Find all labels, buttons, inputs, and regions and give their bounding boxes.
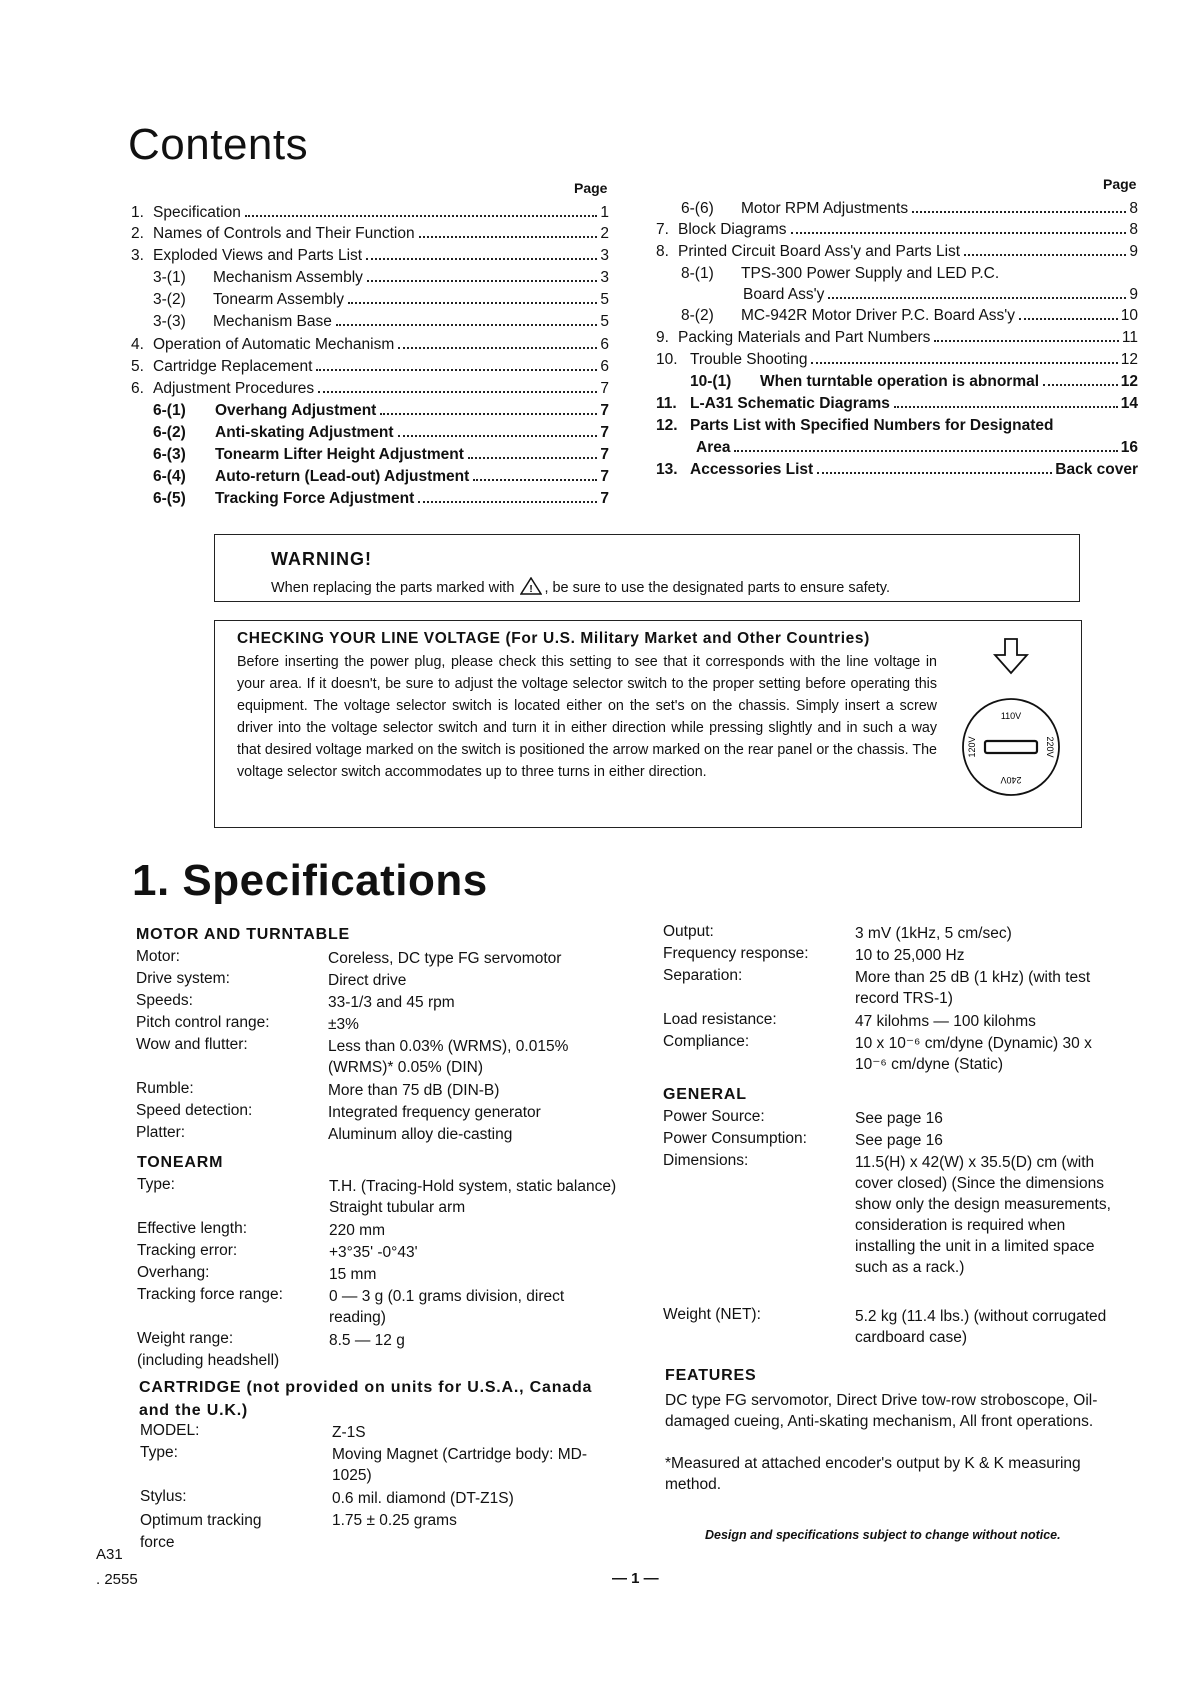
spec-label: Compliance: [663,1033,750,1050]
toc-entry [681,264,1138,284]
toc-entry-number: 6. [131,380,144,397]
toc-entry-page: 6 [600,336,609,353]
toc-entry-page: 7 [600,468,609,485]
toc-entry-label: Mechanism Assembly [213,269,363,286]
toc-leader-dots [817,471,1052,474]
footer-code: . 2555 [96,1571,138,1588]
toc-entry [656,220,1138,240]
toc-leader-dots [894,405,1118,408]
spec-label: Speeds: [136,992,193,1009]
toc-entry-page: 7 [600,490,609,507]
toc-entry-number: 7. [656,221,669,238]
toc-leader-dots [318,390,597,393]
toc-leader-dots [398,346,597,349]
toc-entry-label: Board Ass'y [743,286,825,303]
toc-entry-page: 14 [1120,395,1138,412]
spec-label: Drive system: [136,970,230,987]
toc-entry [656,460,1138,480]
toc-entry [153,268,609,288]
spec-label: Effective length: [137,1220,248,1237]
toc-entry [681,306,1138,326]
contents-title: Contents [128,120,309,169]
toc-entry [131,379,609,399]
spec-value: 47 kilohms — 100 kilohms [855,1013,1036,1030]
toc-entry-label: Accessories List [690,461,814,478]
toc-entry-label: Adjustment Procedures [153,380,315,397]
toc-entry [681,199,1138,219]
toc-entry [131,357,609,377]
toc-entry-page: 3 [600,269,609,286]
toc-leader-dots [336,323,597,326]
toc-entry-label: Mechanism Base [213,313,332,330]
cartridge-heading: CARTRIDGE (not provided on units for U.S.A., Canada and the U.K.) [139,1379,593,1419]
toc-entry [656,416,1138,436]
toc-entry-page: 9 [1129,243,1138,260]
toc-entry-page: 1 [600,204,609,221]
toc-entry-label: Packing Materials and Part Numbers [678,329,931,346]
contents-left-page-label: Page [574,180,608,196]
toc-entry-number: 6-(1) [153,402,186,419]
spec-value: More than 25 dB (1 kHz) (with test record TRS-1) [855,969,1091,1007]
spec-value: 0 — 3 g (0.1 grams division, direct reading) [329,1288,565,1326]
toc-entry-number: 3-(2) [153,291,186,308]
toc-entry-label: Block Diagrams [678,221,787,238]
spec-label: Output: [663,923,714,940]
spec-label: Rumble: [136,1080,194,1097]
toc-leader-dots [1043,383,1118,386]
toc-entry-label: Tonearm Assembly [213,291,344,308]
spec-label: Overhang: [137,1264,210,1281]
motor-heading: MOTOR AND TURNTABLE [136,926,350,943]
toc-leader-dots [828,296,1126,299]
toc-entry-page: 10 [1120,307,1138,324]
features-heading: FEATURES [665,1367,757,1384]
toc-entry-label: Overhang Adjustment [215,402,377,419]
toc-leader-dots [811,361,1117,364]
toc-leader-dots [418,500,597,503]
toc-entry [131,246,609,266]
toc-entry-label: Parts List with Specified Numbers for Designated [690,417,1054,434]
line-voltage-box [214,620,1082,828]
toc-entry-label: Exploded Views and Parts List [153,247,363,264]
toc-entry-label: Operation of Automatic Mechanism [153,336,395,353]
toc-entry-page: Back cover [1055,461,1138,478]
toc-entry-label: Tracking Force Adjustment [215,490,415,507]
toc-leader-dots [912,210,1126,213]
toc-entry-page: 8 [1129,221,1138,238]
toc-entry [153,401,609,421]
toc-entry-number: 6-(5) [153,490,186,507]
toc-entry-page: 3 [600,247,609,264]
spec-value: 8.5 — 12 g [329,1332,405,1349]
features-text: DC type FG servomotor, Direct Drive tow-row stroboscope, Oil-damaged cueing, Anti-skating mechanism, All front operations. [665,1392,1098,1430]
spec-value: 5.2 kg (11.4 lbs.) (without corrugated cardboard case) [855,1308,1107,1346]
spec-label: Motor: [136,948,180,965]
toc-entry-label: Names of Controls and Their Function [153,225,415,242]
spec-value: Aluminum alloy die-casting [328,1126,513,1143]
toc-entry-number: 4. [131,336,144,353]
measured-note: *Measured at attached encoder's output by K & K measuring method. [665,1455,1081,1493]
toc-entry-label: Auto-return (Lead-out) Adjustment [215,468,470,485]
toc-entry-page: 5 [600,291,609,308]
spec-value: Integrated frequency generator [328,1104,541,1121]
spec-label: Weight (NET): [663,1306,761,1323]
spec-label: Type: [137,1176,175,1193]
spec-value: Direct drive [328,972,407,989]
spec-label: Load resistance: [663,1011,777,1028]
spec-value: Coreless, DC type FG servomotor [328,950,562,967]
spec-value: T.H. (Tracing-Hold system, static balance) Straight tubular arm [329,1178,617,1216]
line-voltage-body: Before inserting the power plug, please check this setting to see that it corresponds with the line voltage in your area. If it doesn't, be sure to adjust the voltage selector switch to the proper setting before operating this equipment. The voltage selector switch is located either on the set's on the chassis. Simply insert a screw driver into the voltage selector switch and turn it in either direction while pressing slightly and in such a way that desired voltage marked on the switch is positioned the arrow marked on the rear panel or the chassis. The voltage selector switch accommodates up to three turns in either direction. [237,654,937,780]
toc-entry-number: 5. [131,358,144,375]
toc-entry-label: Area [696,439,731,456]
toc-entry-number: 9. [656,329,669,346]
warning-box [214,534,1080,602]
toc-entry-label: Trouble Shooting [690,351,808,368]
toc-entry-number: 8-(2) [681,307,714,324]
toc-entry [656,394,1138,414]
toc-entry [131,203,609,223]
toc-entry-label: Specification [153,204,241,221]
toc-entry [696,438,1138,458]
spec-label: Stylus: [140,1488,187,1505]
toc-entry-number: 10-(1) [690,373,732,390]
spec-label: Separation: [663,967,743,984]
toc-leader-dots [398,434,598,437]
toc-entry-number: 13. [656,461,678,478]
toc-entry-number: 3. [131,247,144,264]
warning-title: WARNING! [271,549,372,569]
toc-entry-label: Cartridge Replacement [153,358,313,375]
toc-leader-dots [380,412,597,415]
spec-label: Type: [140,1444,178,1461]
toc-entry [153,489,609,509]
toc-leader-dots [366,257,597,260]
toc-entry-number: 1. [131,204,144,221]
toc-entry-number: 12. [656,417,678,434]
spec-value: 15 mm [329,1266,377,1283]
toc-entry [690,372,1138,392]
toc-entry [153,312,609,332]
design-note: Design and specifications subject to change without notice. [705,1528,1061,1542]
spec-label: Speed detection: [136,1102,253,1119]
tonearm-heading: TONEARM [137,1154,224,1171]
voltage-selector-diagram [955,631,1075,821]
spec-value: 3 mV (1kHz, 5 cm/sec) [855,925,1012,942]
toc-entry-number: 6-(4) [153,468,186,485]
toc-entry-page: 2 [600,225,609,242]
spec-label: Pitch control range: [136,1014,270,1031]
toc-leader-dots [791,231,1127,234]
spec-value: 11.5(H) x 42(W) x 35.5(D) cm (with cover closed) (Since the dimensions show only the design measurements, consideration is required when installing the unit in a limited space such as a rack.) [855,1154,1111,1276]
spec-label: Power Consumption: [663,1130,807,1147]
toc-entry [153,445,609,465]
toc-entry-label: Anti-skating Adjustment [215,424,394,441]
dial-label-top: 110V [1000,711,1022,721]
toc-entry [153,423,609,443]
warning-text-after: , be sure to use the designated parts to ensure safety. [544,580,890,596]
toc-entry-page: 6 [600,358,609,375]
dial-label-bottom: 240V [1000,775,1022,785]
spec-label: Platter: [136,1124,186,1141]
toc-entry-number: 6-(3) [153,446,186,463]
spec-label: Weight range: [137,1330,234,1347]
toc-leader-dots [1019,317,1118,320]
spec-label: Wow and flutter: [136,1036,248,1053]
toc-entry-page: 5 [600,313,609,330]
spec-value: See page 16 [855,1110,943,1127]
spec-value: 1.75 ± 0.25 grams [332,1512,457,1529]
toc-leader-dots [468,456,598,459]
toc-entry [743,285,1138,305]
spec-value: Less than 0.03% (WRMS), 0.015% (WRMS)* 0.05% (DIN) [328,1038,569,1076]
toc-entry-page: 11 [1121,329,1138,346]
selector-slot [985,741,1037,753]
specifications-title: 1. Specifications [132,856,488,905]
toc-entry-label: Printed Circuit Board Ass'y and Parts List [678,243,961,260]
toc-leader-dots [419,235,598,238]
footer-page-number: — 1 — [612,1570,659,1587]
toc-entry-number: 3-(1) [153,269,186,286]
svg-text:!: ! [529,584,534,595]
toc-entry-label: Motor RPM Adjustments [741,200,909,217]
general-heading: GENERAL [663,1086,747,1103]
toc-entry-number: 3-(3) [153,313,186,330]
toc-entry-page: 16 [1120,439,1138,456]
spec-value: 0.6 mil. diamond (DT-Z1S) [332,1490,514,1507]
toc-entry-number: 2. [131,225,144,242]
toc-entry-page: 12 [1120,373,1138,390]
toc-entry-number: 10. [656,351,678,368]
toc-entry-label: When turntable operation is abnormal [760,373,1040,390]
toc-leader-dots [316,368,597,371]
spec-value: Moving Magnet (Cartridge body: MD-1025) [332,1446,587,1484]
toc-entry-page: 7 [600,380,609,397]
toc-entry [131,224,609,244]
warning-text-before: When replacing the parts marked with [271,580,515,596]
toc-leader-dots [348,301,597,304]
spec-value: 10 to 25,000 Hz [855,947,965,964]
toc-leader-dots [367,279,597,282]
spec-value: 33-1/3 and 45 rpm [328,994,455,1011]
toc-entry [153,467,609,487]
spec-value: More than 75 dB (DIN-B) [328,1082,500,1099]
toc-entry-number: 8-(1) [681,265,714,282]
toc-entry-page: 7 [600,446,609,463]
spec-value: +3°35' -0°43' [329,1244,418,1261]
toc-entry [153,290,609,310]
toc-entry-label: TPS-300 Power Supply and LED P.C. [741,265,1000,282]
toc-entry-page: 7 [600,402,609,419]
toc-entry-number: 6-(6) [681,200,714,217]
toc-leader-dots [473,478,597,481]
toc-entry [656,242,1138,262]
toc-leader-dots [734,449,1117,452]
toc-entry-page: 12 [1120,351,1138,368]
toc-entry-number: 6-(2) [153,424,186,441]
spec-value: See page 16 [855,1132,943,1149]
toc-entry-number: 8. [656,243,669,260]
spec-label: Tracking error: [137,1242,238,1259]
warning-text [271,577,890,599]
toc-entry-page: 9 [1129,286,1138,303]
toc-entry [656,328,1138,348]
line-voltage-title: CHECKING YOUR LINE VOLTAGE (For U.S. Military Market and Other Countries) [237,630,870,647]
dial-label-left: 120V [967,736,977,758]
spec-label: MODEL: [140,1422,200,1439]
toc-leader-dots [245,214,597,217]
toc-leader-dots [934,339,1118,342]
spec-value: 10 x 10⁻⁶ cm/dyne (Dynamic) 30 x 10⁻⁶ cm/dyne (Static) [855,1035,1092,1073]
spec-label: Power Source: [663,1108,765,1125]
spec-label: Dimensions: [663,1152,749,1169]
voltage-dial-graphic [955,631,1075,821]
toc-entry-page: 7 [600,424,609,441]
spec-value: ±3% [328,1016,359,1033]
warning-triangle-icon [520,577,542,599]
toc-entry-number: 11. [656,395,677,412]
toc-entry [131,335,609,355]
footer-model: A31 [96,1546,123,1563]
spec-label: Frequency response: [663,945,809,962]
spec-label: (including headshell) [137,1352,280,1369]
toc-entry-label: L-A31 Schematic Diagrams [690,395,890,412]
spec-value: 220 mm [329,1222,385,1239]
dial-label-right: 220V [1045,736,1055,758]
toc-entry [656,350,1138,370]
toc-entry-label: Tonearm Lifter Height Adjustment [215,446,464,463]
toc-entry-page: 8 [1129,200,1138,217]
down-arrow-icon [995,639,1027,673]
contents-right-page-label: Page [1103,176,1137,192]
spec-label: Optimum tracking force [140,1512,262,1551]
spec-value: Z-1S [332,1424,366,1441]
toc-entry-label: MC-942R Motor Driver P.C. Board Ass'y [741,307,1016,324]
toc-leader-dots [964,253,1126,256]
spec-label: Tracking force range: [137,1286,283,1303]
